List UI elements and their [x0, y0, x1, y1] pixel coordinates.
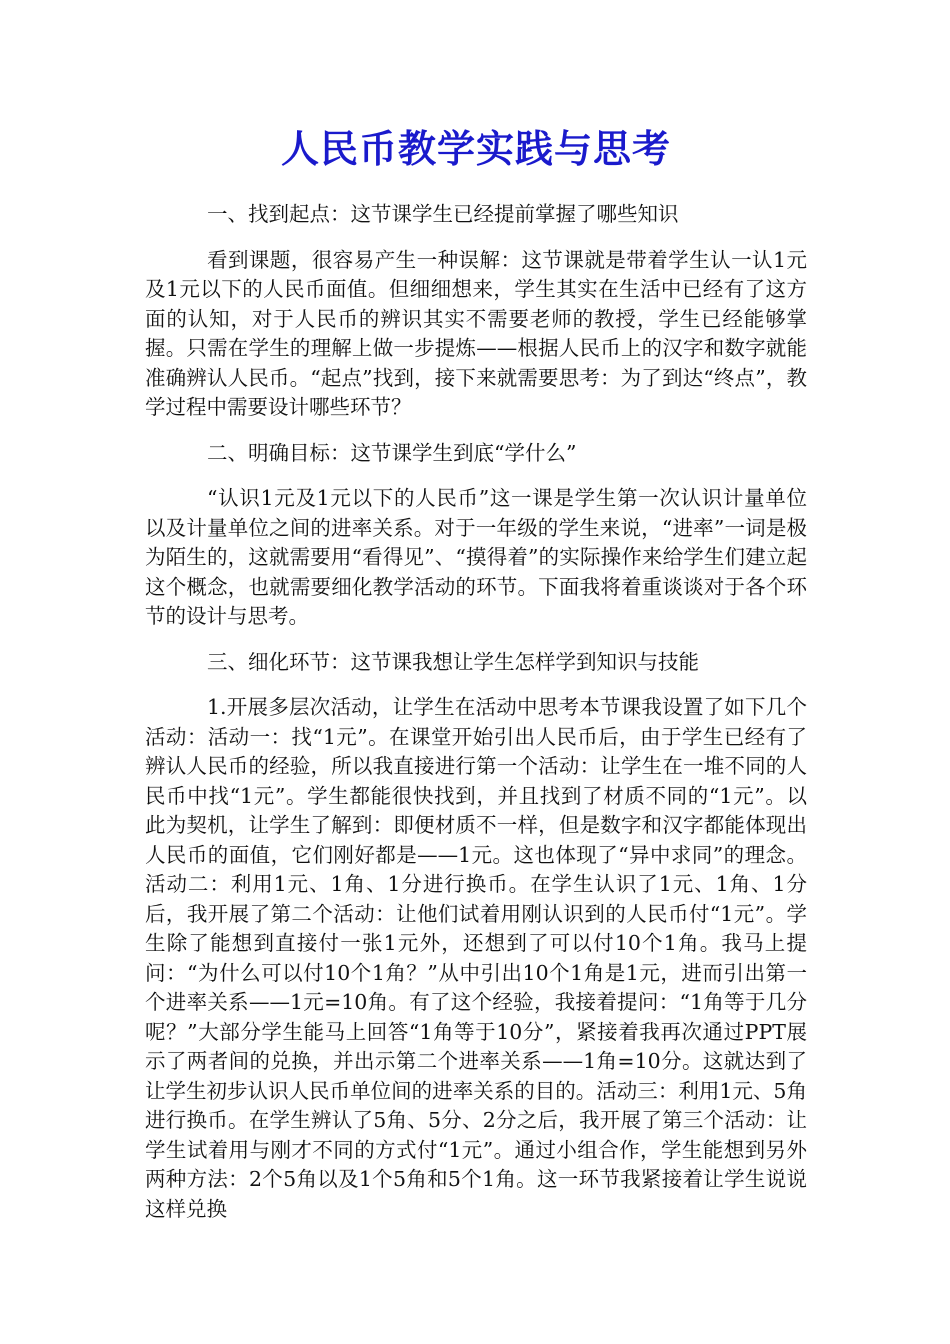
section-heading-2: 二、明确目标：这节课学生到底“学什么” — [207, 440, 577, 465]
section-heading-1: 一、找到起点：这节课学生已经提前掌握了哪些知识 — [207, 202, 679, 226]
document-page — [145, 120, 807, 1224]
document-title: 人民币教学实践与思考 — [280, 127, 671, 171]
section-heading-3: 三、细化环节：这节课我想让学生怎样学到知识与技能 — [207, 649, 699, 674]
section-paragraph-3: 1.开展多层次活动，让学生在活动中思考本节课我设置了如下几个活动：活动一：找“1元”。在课堂开始引出人民币后，由于学生已经有了辨认人民币的经验，所以我直接进行第一个活动：让学生在一堆不同的人民币中找“1元”。学生都能很快找到，并且找到了材质不同的“1元”。以此为契机，让学生了解到：即便材质不一样，但是数字和汉字都能体现出人民币的面值，它们刚好都是——1元。这也体现了“异中求同”的理念。活动二：利用1元、1角、1分进行换币。在学生认识了1元、1角、1分后，我开展了第二个活动：让他们试着用刚认识到的人民币付“1元”。学生除了能想到直接付一张1元外，还想到了可以付10个1角。我马上提问：“为什么可以付10个1角？”从中引出10个1角是1元，进而引出第一个进率关系——1元=10角。有了这个经验，我接着提问：“1角等于几分呢？”大部分学生能马上回答“1角等于10分”，紧接着我再次通过PPT展示了两者间的兑换，并出示第二个进率关系——1角=10分。这就达到了让学生初步认识人民币单位间的进率关系的目的。活动三：利用1元、5角进行换币。在学生辨认了5角、5分、2分之后，我开展了第三个活动：让学生试着用与刚才不同的方式付“1元”。通过小组合作，学生能想到另外两种方法：2个5角以及1个5角和5个1角。这一环节我紧接着让学生说说这样兑换 — [145, 695, 807, 1221]
section-paragraph-2: “认识1元及1元以下的人民币”这一课是学生第一次认识计量单位以及计量单位之间的进率关系。对于一年级的学生来说，“进率”一词是极为陌生的，这就需要用“看得见”、“摸得着”的实际操作来给学生们建立起这个概念，也就需要细化教学活动的环节。下面我将着重谈谈对于各个环节的设计与思考。 — [145, 486, 807, 628]
section-paragraph-1: 看到课题，很容易产生一种误解：这节课就是带着学生认一认1元及1元以下的人民币面值。但细细想来，学生其实在生活中已经有了这方面的认知，对于人民币的辨识其实不需要老师的教授，学生已经能够掌握。只需在学生的理解上做一步提炼——根据人民币上的汉字和数字就能准确辨认人民币。“起点”找到，接下来就需要思考：为了到达“终点”，教学过程中需要设计哪些环节？ — [145, 247, 807, 419]
